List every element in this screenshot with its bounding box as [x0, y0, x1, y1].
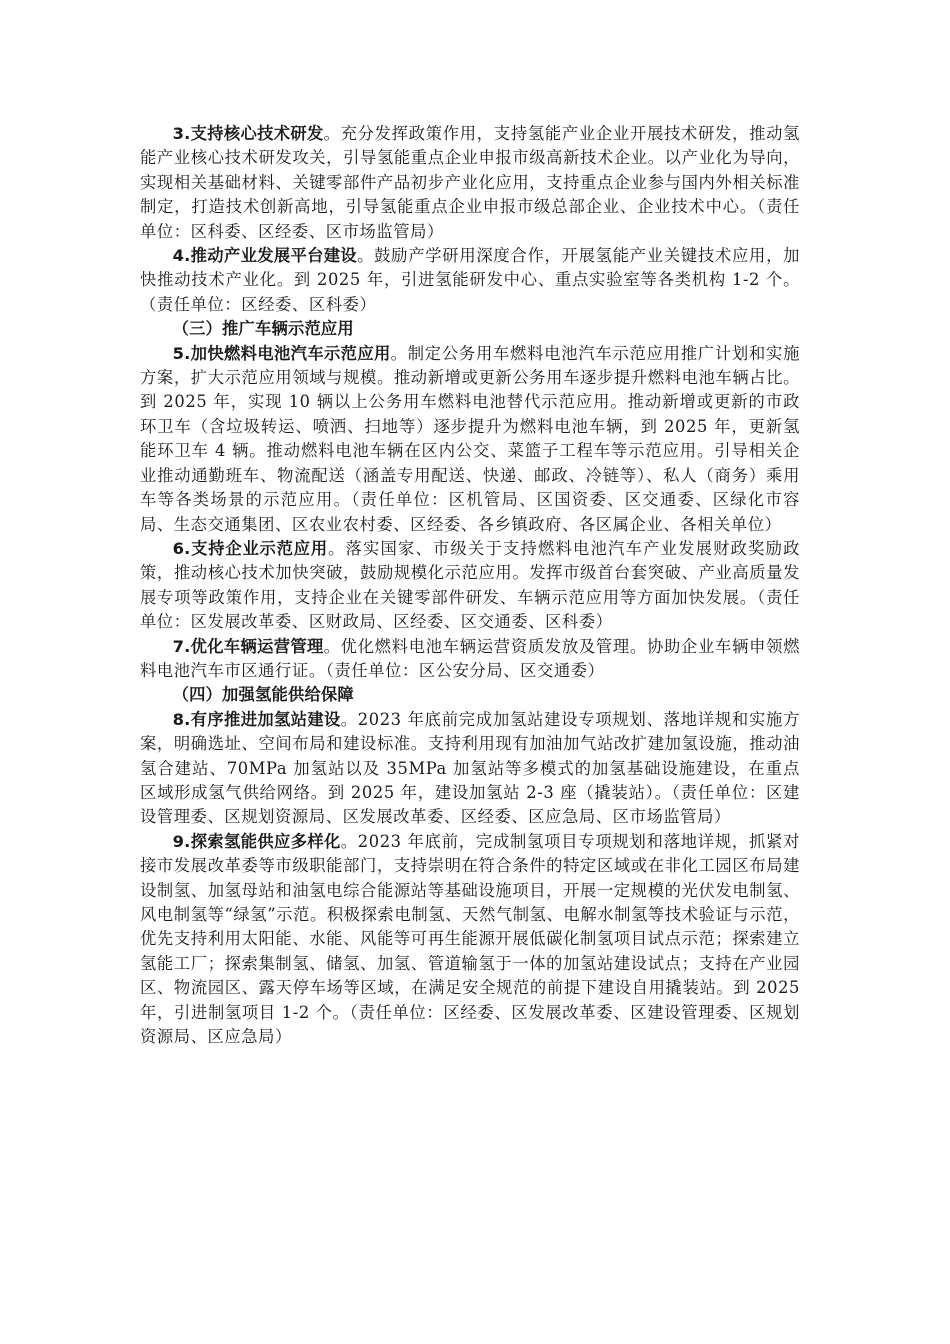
item-5-heading: 5.加快燃料电池汽车示范应用 [172, 343, 391, 363]
paragraph-item-6 [140, 537, 800, 635]
paragraph-item-7 [140, 635, 800, 684]
paragraph-item-4 [140, 244, 800, 317]
item-3-heading: 3.支持核心技术研发 [172, 124, 324, 143]
paragraph-item-8 [140, 708, 800, 830]
item-9-heading: 9.探索氢能供应多样化 [172, 831, 341, 851]
item-9-body: 。2023 年底前，完成制氢项目专项规划和落地详规，抓紧对接市发展改革委等市级职能部门，支持崇明在符合条件的特定区域或在非化工园区布局建设制氢、加氢母站和油氢电综合能源站等基础设施项目，开展一定规模的光伏发电制氢、风电制氢等“绿氢”示范。积极探索电制氢、天然气制氢、电解水制氢等技术验证与示范，优先支持利用太阳能、水能、风能等可再生能源开展低碳化制氢项目试点示范；探索建立氢能工厂；探索集制氢、储氢、加氢、管道输氢于一体的加氢站建设试点；支持在产业园区、物流园区、露天停车场等区域，在满足安全规范的前提下建设自用撬装站。到 2025 年，引进制氢项目 1-2 个。（责任单位：区经委、区发展改革委、区建设管理委、区规划资源局、区应急局） [140, 831, 801, 1047]
item-8-heading: 8.有序推进加氢站建设 [172, 709, 341, 729]
paragraph-item-9 [140, 830, 800, 1050]
item-8-body: 。2023 年底前完成加氢站建设专项规划、落地详规和实施方案，明确选址、空间布局和建设标准。支持利用现有加油加气站改扩建加氢设施，推动油氢合建站、70MPa 加氢站以及 35MPa 加氢站等多模式的加氢基础设施建设，在重点区域形成氢气供给网络。到 2025 年，建设加氢站 2-3 座（撬装站）。（责任单位：区建设管理委、区规划资源局、区发展改革委、区经委、区应急局、区市场监管局） [140, 709, 801, 827]
item-3-body: 。充分发挥政策作用，支持氢能产业企业开展技术研发，推动氢能产业核心技术研发攻关，引导氢能重点企业申报市级高新技术企业。以产业化为导向，实现相关基础材料、关键零部件产品初步产业化应用，支持重点企业参与国内外相关标准制定，打造技术创新高地，引导氢能重点企业申报市级总部企业、企业技术中心。（责任单位：区科委、区经委、区市场监管局） [140, 124, 801, 241]
section-3-heading: （三）推广车辆示范应用 [172, 319, 354, 339]
paragraph-item-5 [140, 342, 800, 537]
document-page [140, 122, 800, 1049]
item-5-body: 。制定公务用车燃料电池汽车示范应用推广计划和实施方案，扩大示范应用领域与规模。推动新增或更新公务用车逐步提升燃料电池车辆占比。到 2025 年，实现 10 辆以上公务用车燃料电池替代示范应用。推动新增或更新的市政环卫车（含垃圾转运、喷洒、扫地等）逐步提升为燃料电池车辆，到 2025 年，更新氢能环卫车 4 辆。推动燃料电池车辆在区内公交、菜篮子工程车等示范应用。引导相关企业推动通勤班车、物流配送（涵盖专用配送、快递、邮政、冷链等）、私人（商务）乘用车等各类场景的示范应用。（责任单位：区机管局、区国资委、区交通委、区绿化市容局、生态交通集团、区农业农村委、区经委、各乡镇政府、各区属企业、各相关单位） [140, 343, 800, 534]
item-6-heading: 6.支持企业示范应用 [172, 538, 328, 558]
section-4-heading: （四）加强氢能供给保障 [172, 685, 354, 705]
item-4-body: 。鼓励产学研用深度合作，开展氢能产业关键技术应用，加快推动技术产业化。到 2025 年，引进氢能研发中心、重点实验室等各类机构 1-2 个。（责任单位：区经委、区科委） [140, 246, 800, 314]
item-6-body: 。落实国家、市级关于支持燃料电池汽车产业发展财政奖励政策，推动核心技术加快突破，鼓励规模化示范应用。发挥市级首台套突破、产业高质量发展专项等政策作用，支持企业在关键零部件研发、车辆示范应用等方面加快发展。（责任单位：区发展改革委、区财政局、区经委、区交通委、区科委） [140, 538, 801, 632]
paragraph-item-3 [140, 122, 800, 244]
item-7-heading: 7.优化车辆运营管理 [172, 636, 324, 656]
item-4-heading: 4.推动产业发展平台建设 [172, 246, 358, 266]
item-7-body: 。优化燃料电池车辆运营资质发放及管理。协助企业车辆申领燃料电池汽车市区通行证。（责任单位：区公安分局、区交通委） [140, 636, 801, 680]
